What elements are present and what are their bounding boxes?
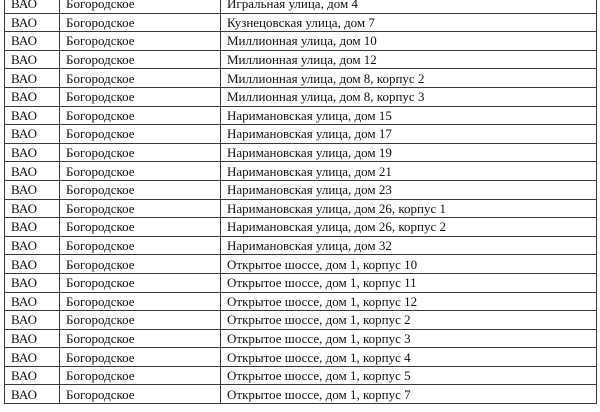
- district-cell: Богородское: [60, 273, 221, 292]
- district-cell: Богородское: [60, 218, 221, 237]
- table-row: [5, 143, 597, 162]
- district-cell: Богородское: [60, 32, 221, 51]
- address-table-body: [5, 0, 597, 404]
- table-row: [5, 125, 597, 144]
- table-row: [5, 311, 597, 330]
- table-row: [5, 329, 597, 348]
- okrug-cell: ВАО: [5, 385, 60, 404]
- okrug-cell: ВАО: [5, 329, 60, 348]
- okrug-cell: ВАО: [5, 311, 60, 330]
- table-row: [5, 32, 597, 51]
- address-table: [4, 0, 597, 404]
- address-cell: Миллионная улица, дом 10: [221, 32, 597, 51]
- address-cell: Открытое шоссе, дом 1, корпус 5: [221, 366, 597, 385]
- okrug-cell: ВАО: [5, 199, 60, 218]
- table-row: [5, 385, 597, 404]
- district-cell: Богородское: [60, 69, 221, 88]
- district-cell: Богородское: [60, 87, 221, 106]
- okrug-cell: ВАО: [5, 143, 60, 162]
- table-row: [5, 106, 597, 125]
- address-cell: Миллионная улица, дом 8, корпус 3: [221, 87, 597, 106]
- okrug-cell: ВАО: [5, 292, 60, 311]
- okrug-cell: ВАО: [5, 255, 60, 274]
- okrug-cell: ВАО: [5, 87, 60, 106]
- district-cell: Богородское: [60, 50, 221, 69]
- district-cell: Богородское: [60, 125, 221, 144]
- address-cell: Миллионная улица, дом 8, корпус 2: [221, 69, 597, 88]
- okrug-cell: ВАО: [5, 32, 60, 51]
- address-cell: Открытое шоссе, дом 1, корпус 3: [221, 329, 597, 348]
- table-row: [5, 87, 597, 106]
- table-row: [5, 199, 597, 218]
- district-cell: Богородское: [60, 366, 221, 385]
- address-cell: Открытое шоссе, дом 1, корпус 11: [221, 273, 597, 292]
- okrug-cell: ВАО: [5, 125, 60, 144]
- district-cell: Богородское: [60, 0, 221, 13]
- okrug-cell: ВАО: [5, 366, 60, 385]
- district-cell: Богородское: [60, 348, 221, 367]
- district-cell: Богородское: [60, 292, 221, 311]
- okrug-cell: ВАО: [5, 69, 60, 88]
- district-cell: Богородское: [60, 311, 221, 330]
- table-row: [5, 50, 597, 69]
- okrug-cell: ВАО: [5, 50, 60, 69]
- address-cell: Наримановская улица, дом 23: [221, 180, 597, 199]
- table-row: [5, 180, 597, 199]
- table-row: [5, 162, 597, 181]
- district-cell: Богородское: [60, 162, 221, 181]
- address-cell: Наримановская улица, дом 32: [221, 236, 597, 255]
- district-cell: Богородское: [60, 143, 221, 162]
- okrug-cell: ВАО: [5, 348, 60, 367]
- address-cell: Наримановская улица, дом 26, корпус 2: [221, 218, 597, 237]
- table-row: [5, 273, 597, 292]
- okrug-cell: ВАО: [5, 218, 60, 237]
- district-cell: Богородское: [60, 180, 221, 199]
- table-row: [5, 69, 597, 88]
- table-row: [5, 292, 597, 311]
- address-cell: Кузнецовская улица, дом 7: [221, 13, 597, 32]
- okrug-cell: ВАО: [5, 0, 60, 13]
- table-row: [5, 348, 597, 367]
- district-cell: Богородское: [60, 106, 221, 125]
- district-cell: Богородское: [60, 329, 221, 348]
- table-row: [5, 218, 597, 237]
- okrug-cell: ВАО: [5, 162, 60, 181]
- address-cell: Миллионная улица, дом 12: [221, 50, 597, 69]
- okrug-cell: ВАО: [5, 236, 60, 255]
- address-cell: Наримановская улица, дом 15: [221, 106, 597, 125]
- address-cell: Открытое шоссе, дом 1, корпус 12: [221, 292, 597, 311]
- district-cell: Богородское: [60, 255, 221, 274]
- okrug-cell: ВАО: [5, 273, 60, 292]
- address-cell: Открытое шоссе, дом 1, корпус 4: [221, 348, 597, 367]
- address-cell: Наримановская улица, дом 19: [221, 143, 597, 162]
- district-cell: Богородское: [60, 199, 221, 218]
- okrug-cell: ВАО: [5, 180, 60, 199]
- okrug-cell: ВАО: [5, 13, 60, 32]
- district-cell: Богородское: [60, 13, 221, 32]
- table-row: [5, 236, 597, 255]
- district-cell: Богородское: [60, 236, 221, 255]
- address-cell: Открытое шоссе, дом 1, корпус 7: [221, 385, 597, 404]
- district-cell: Богородское: [60, 385, 221, 404]
- table-row: [5, 13, 597, 32]
- okrug-cell: ВАО: [5, 106, 60, 125]
- table-row: [5, 366, 597, 385]
- address-cell: Наримановская улица, дом 26, корпус 1: [221, 199, 597, 218]
- address-cell: Открытое шоссе, дом 1, корпус 2: [221, 311, 597, 330]
- address-cell: Открытое шоссе, дом 1, корпус 10: [221, 255, 597, 274]
- address-cell: Игральная улица, дом 4: [221, 0, 597, 13]
- table-row: [5, 0, 597, 13]
- address-cell: Наримановская улица, дом 21: [221, 162, 597, 181]
- table-row: [5, 255, 597, 274]
- address-cell: Наримановская улица, дом 17: [221, 125, 597, 144]
